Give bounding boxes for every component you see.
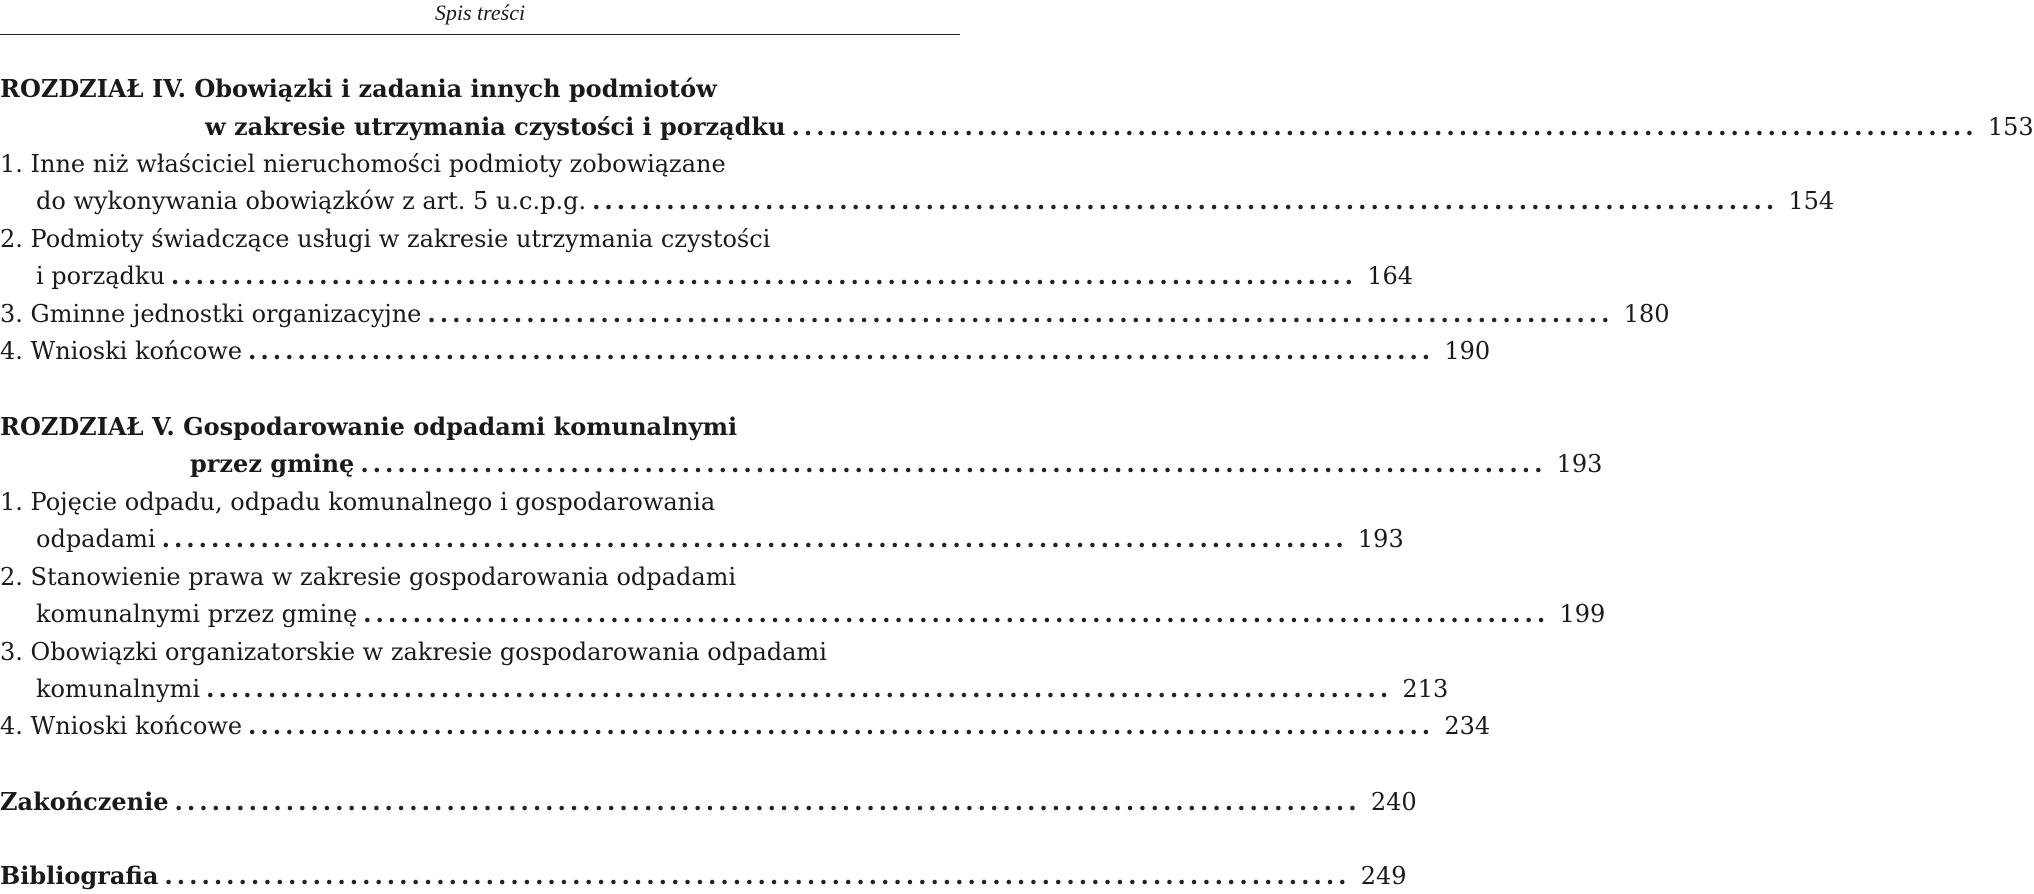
- page-number: 199: [1559, 600, 1606, 628]
- toc-entry-text: odpadami: [36, 525, 156, 553]
- toc-entry-v-3-continuation: [36, 674, 1449, 704]
- dot-leader: ................................................................................................: [427, 299, 1614, 328]
- toc-entry-text: 3. Obowiązki organizatorskie w zakresie gospodarowania odpadami: [0, 638, 827, 666]
- page-number: 190: [1444, 337, 1491, 365]
- dot-leader: ................................................................................................: [206, 674, 1393, 703]
- dot-leader: ................................................................................................: [791, 112, 1978, 141]
- conclusion-title: Zakończenie: [0, 787, 169, 816]
- dot-leader: ................................................................................................: [360, 449, 1547, 478]
- toc-entry-v-2: [0, 562, 958, 592]
- header-rule: [0, 34, 960, 35]
- chapter-v-label: ROZDZIAŁ V.: [0, 412, 175, 441]
- toc-entry-v-3: [0, 637, 958, 667]
- toc-entry-iv-3: [0, 299, 1670, 329]
- chapter-v-title-line1: Gospodarowanie odpadami komunalnymi: [183, 412, 738, 441]
- toc-entry-iv-2-continuation: [36, 261, 1414, 291]
- chapter-iv-title-line2: w zakresie utrzymania czystości i porządku: [205, 112, 786, 141]
- page-number: 193: [1357, 525, 1404, 553]
- chapter-v-heading: [0, 412, 958, 442]
- chapter-iv-heading: [0, 74, 958, 104]
- toc-entry-v-1: [0, 487, 958, 517]
- toc-entry-text: 1. Inne niż właściciel nieruchomości podmioty zobowiązane: [0, 150, 726, 178]
- toc-entry-v-1-continuation: [36, 524, 1404, 554]
- page-number: 213: [1402, 675, 1449, 703]
- page-number: 153: [1987, 113, 2034, 141]
- page-number: 154: [1788, 187, 1835, 215]
- chapter-iv-title-continuation: [205, 112, 2034, 142]
- dot-leader: ................................................................................................: [248, 711, 1435, 740]
- toc-entry-v-4: [0, 711, 1491, 741]
- toc-entry-iv-2: [0, 224, 958, 254]
- dot-leader: ................................................................................................: [592, 186, 1779, 215]
- chapter-iv-label: ROZDZIAŁ IV.: [0, 74, 186, 103]
- page-number: 180: [1623, 300, 1670, 328]
- toc-entry-text: komunalnymi przez gminę: [36, 600, 358, 628]
- toc-entry-bibliography: [0, 861, 1407, 891]
- toc-entry-text: do wykonywania obowiązków z art. 5 u.c.p.g.: [36, 187, 587, 215]
- toc-entry-text: komunalnymi: [36, 675, 201, 703]
- dot-leader: ................................................................................................: [363, 599, 1550, 628]
- dot-leader: ................................................................................................: [164, 861, 1351, 890]
- chapter-v-title-line2: przez gminę: [190, 449, 355, 478]
- toc-entry-text: 4. Wnioski końcowe: [0, 712, 243, 740]
- chapter-v-title-continuation: [190, 449, 1603, 479]
- dot-leader: ................................................................................................: [170, 261, 1358, 290]
- toc-entry-iv-1: [0, 149, 958, 179]
- toc-entry-text: i porządku: [36, 262, 165, 290]
- toc-entry-text: 2. Podmioty świadczące usługi w zakresie utrzymania czystości: [0, 225, 771, 253]
- dot-leader: ................................................................................................: [248, 336, 1435, 365]
- page-number: 249: [1360, 862, 1407, 890]
- chapter-iv-title-line1: Obowiązki i zadania innych podmiotów: [194, 74, 717, 103]
- dot-leader: ................................................................................................: [161, 524, 1348, 553]
- bibliography-title: Bibliografia: [0, 861, 159, 890]
- page-number: 193: [1556, 450, 1603, 478]
- toc-entry-text: 1. Pojęcie odpadu, odpadu komunalnego i gospodarowania: [0, 488, 716, 516]
- toc-entry-conclusion: [0, 787, 1417, 817]
- page-number: 164: [1367, 262, 1414, 290]
- toc-entry-v-2-continuation: [36, 599, 1606, 629]
- running-title: Spis treści: [434, 0, 526, 25]
- running-header: [0, 0, 960, 36]
- dot-leader: ................................................................................................: [174, 787, 1361, 816]
- toc-entry-text: 3. Gminne jednostki organizacyjne: [0, 300, 422, 328]
- page-number: 240: [1370, 788, 1417, 816]
- toc-entry-iv-4: [0, 336, 1491, 366]
- toc-entry-text: 2. Stanowienie prawa w zakresie gospodarowania odpadami: [0, 563, 737, 591]
- toc-entry-iv-1-continuation: [36, 186, 1835, 216]
- toc-entry-text: 4. Wnioski końcowe: [0, 337, 243, 365]
- page-number: 234: [1444, 712, 1491, 740]
